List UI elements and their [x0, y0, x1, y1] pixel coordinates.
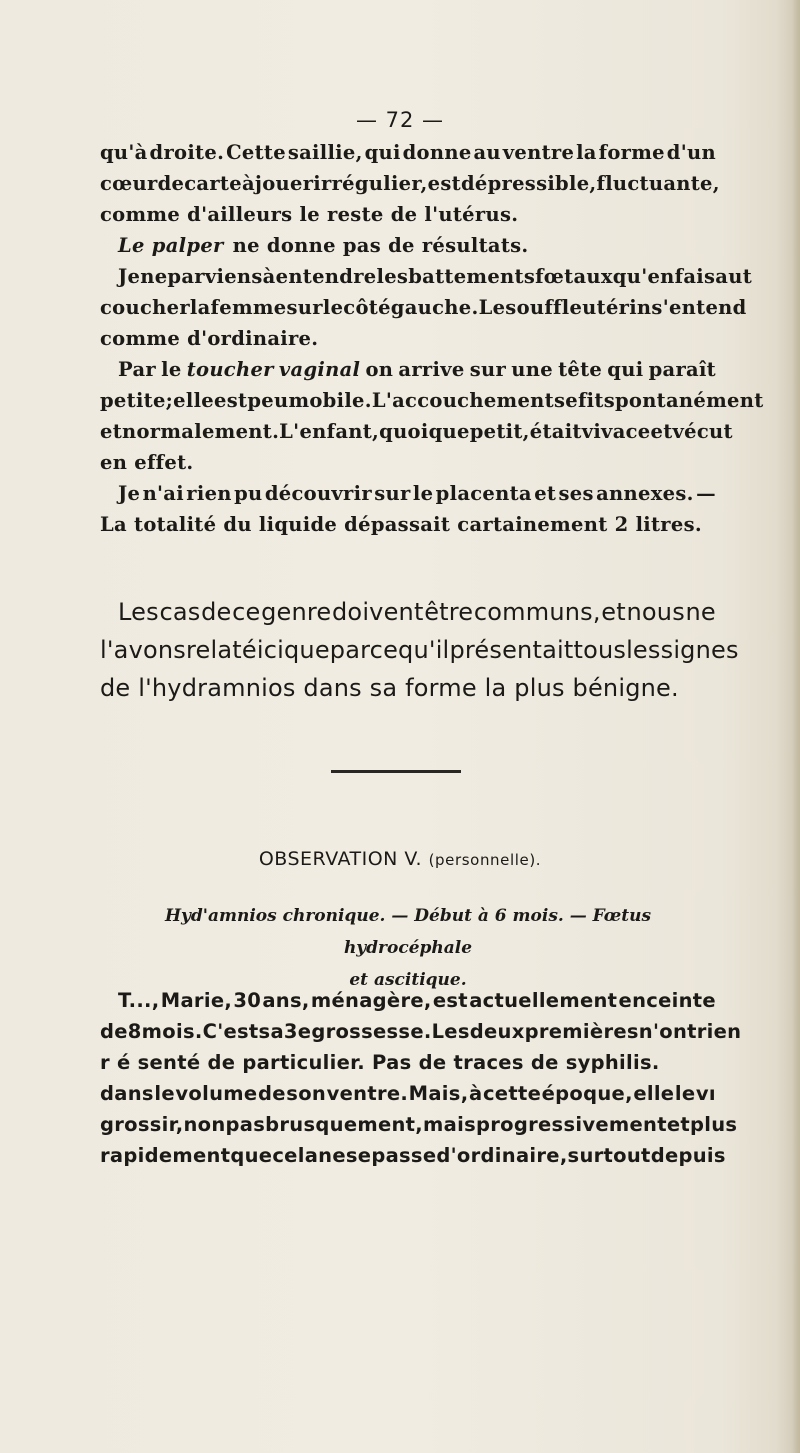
word: enceinte	[618, 989, 716, 1012]
word: entendre	[275, 265, 377, 288]
word: peu	[247, 389, 289, 412]
text-line	[100, 416, 733, 447]
section-divider	[331, 770, 461, 773]
word: être	[424, 598, 474, 626]
word: s'entend	[651, 296, 747, 319]
observation-subtitle	[100, 900, 716, 996]
word: grossir,	[100, 1113, 184, 1136]
text-line	[100, 230, 716, 261]
text-line	[100, 385, 764, 416]
word: femme	[210, 296, 287, 319]
word: découvrir	[264, 482, 372, 505]
text-line	[100, 478, 716, 509]
word: Je	[118, 482, 141, 505]
text-line	[100, 593, 716, 631]
word: fit	[577, 389, 604, 412]
word: dépressible,	[460, 172, 597, 195]
word: parviens	[167, 265, 263, 288]
word: et	[666, 1113, 690, 1136]
word: Les	[431, 1020, 470, 1043]
text-line	[100, 354, 716, 385]
word: Le	[478, 296, 506, 319]
text-line	[100, 1047, 716, 1078]
word: et	[100, 420, 123, 443]
page-edge-shadow	[792, 0, 800, 1453]
observation-note: (personnelle).	[428, 851, 542, 869]
word: en effet.	[100, 451, 194, 474]
word: qui	[607, 358, 644, 381]
word: ne	[318, 1144, 346, 1167]
word: que	[283, 636, 330, 664]
word: deux	[469, 1020, 525, 1043]
word: sa	[258, 1020, 284, 1043]
word: n'ont	[638, 1020, 697, 1043]
word: et	[601, 598, 626, 626]
word: époque,	[541, 1082, 633, 1105]
word: de l'hydramnios dans sa forme la plus bénigne.	[100, 674, 679, 702]
word: rien	[186, 482, 232, 505]
word: les	[626, 636, 661, 664]
word: ne	[140, 265, 168, 288]
word: la	[189, 296, 211, 319]
word: est	[427, 172, 461, 195]
text-line	[100, 261, 753, 292]
word: ne	[685, 598, 716, 626]
page-number: — 72 —	[355, 108, 445, 132]
word: qui	[364, 141, 401, 164]
observation-heading	[0, 848, 800, 870]
word: mobile.	[288, 389, 372, 412]
word: 30	[233, 989, 262, 1012]
word: Par	[118, 358, 156, 381]
word: comme d'ailleurs le reste de l'utérus.	[100, 203, 519, 226]
word: à	[262, 265, 276, 288]
word: cela	[272, 1144, 319, 1167]
word: au	[473, 141, 501, 164]
word: signes	[660, 636, 739, 664]
word: plus	[690, 1113, 738, 1136]
word: est	[432, 989, 468, 1012]
word: 8	[127, 1020, 142, 1043]
word: mais	[423, 1113, 476, 1136]
text-line	[100, 168, 720, 199]
word: fluctuante,	[596, 172, 720, 195]
word: le	[154, 1082, 175, 1105]
word: ses	[558, 482, 594, 505]
word: présentait	[449, 636, 574, 664]
word: d'ordinaire,	[436, 1144, 568, 1167]
word: Marie,	[160, 989, 233, 1012]
word: annexes.	[596, 482, 694, 505]
word: ici	[256, 636, 284, 664]
word: se	[345, 1144, 372, 1167]
word: se	[553, 389, 578, 412]
word: qu'à	[100, 141, 148, 164]
word: Les	[118, 598, 159, 626]
text-line	[100, 1140, 726, 1171]
word: l'avons	[100, 636, 186, 664]
word: parce	[329, 636, 399, 664]
word: Mais,	[408, 1082, 469, 1105]
word: Je	[118, 265, 141, 288]
subtitle-line-1: Hyd'amnios chronique. — Début à 6 mois. — Fœtus hydrocéphale	[164, 906, 652, 958]
word: jouer	[254, 172, 314, 195]
word: relaté	[185, 636, 257, 664]
word: rapidement	[100, 1144, 231, 1167]
word: le	[161, 358, 182, 381]
word: qu'il	[398, 636, 450, 664]
word: ans,	[262, 989, 310, 1012]
word: saillie,	[287, 141, 363, 164]
word: sur	[286, 296, 323, 319]
word: volume	[175, 1082, 258, 1105]
word: faisaut	[674, 265, 753, 288]
word: sur	[374, 482, 411, 505]
word: utérin	[582, 296, 652, 319]
word: ce	[232, 598, 261, 626]
word: sur	[469, 358, 507, 381]
word: de	[257, 1082, 286, 1105]
word: spontanément	[603, 389, 764, 412]
word: premières	[524, 1020, 639, 1043]
text-line	[100, 1078, 716, 1109]
word: une	[511, 358, 553, 381]
word: est	[214, 389, 248, 412]
word: L'accouchement	[371, 389, 554, 412]
paragraph-observation-text	[100, 985, 742, 1171]
word: La totalité du liquide dépassait cartainement 2 litres.	[100, 513, 702, 536]
word: T...,	[118, 989, 160, 1012]
word: grossesse.	[311, 1020, 432, 1043]
word: toucher	[186, 358, 274, 381]
word: L'enfant,	[279, 420, 380, 443]
word: à	[468, 1082, 483, 1105]
word: fœtaux	[535, 265, 613, 288]
word: ventre.	[326, 1082, 409, 1105]
word: pas	[225, 1113, 266, 1136]
word: arrive	[398, 358, 465, 381]
word: cœur	[100, 172, 158, 195]
text-line	[100, 631, 739, 669]
text-line	[100, 1109, 738, 1140]
word: genre	[261, 598, 332, 626]
text-line	[100, 199, 716, 230]
word: de	[157, 172, 185, 195]
word: côté	[343, 296, 391, 319]
word: pu	[234, 482, 263, 505]
word: C'est	[202, 1020, 259, 1043]
observation-title: OBSERVATION V.	[258, 848, 423, 870]
word: gauche.	[390, 296, 479, 319]
word: passe	[371, 1144, 437, 1167]
text-line	[100, 137, 716, 168]
paragraph-conclusion	[100, 593, 739, 707]
word: les	[376, 265, 409, 288]
word: le	[322, 296, 344, 319]
word: normalement.	[122, 420, 280, 443]
word: vécut	[672, 420, 733, 443]
paragraph-case-description	[100, 137, 764, 540]
word: le	[412, 482, 434, 505]
word: non	[183, 1113, 226, 1136]
word: ventre	[502, 141, 575, 164]
text-line	[100, 669, 716, 707]
word: cas	[159, 598, 201, 626]
text-line	[100, 1016, 742, 1047]
word: mois.	[141, 1020, 203, 1043]
word: droite.	[149, 141, 225, 164]
word: de	[201, 598, 232, 626]
word: son	[286, 1082, 327, 1105]
subtitle-line-2: et ascitique.	[349, 970, 467, 990]
word: et	[650, 420, 673, 443]
word: vı	[695, 1082, 716, 1105]
word: était	[529, 420, 582, 443]
text-line	[100, 509, 716, 540]
word: d'un	[666, 141, 716, 164]
word: elle	[633, 1082, 675, 1105]
word: elle	[173, 389, 215, 412]
word: ménagère,	[310, 989, 432, 1012]
word: nous	[626, 598, 685, 626]
word: souffle	[505, 296, 583, 319]
word: cette	[482, 1082, 542, 1105]
word: quoique	[379, 420, 470, 443]
word: on	[365, 358, 394, 381]
word: petite;	[100, 389, 174, 412]
word: la	[576, 141, 597, 164]
text-line	[100, 447, 716, 478]
word: tous	[573, 636, 627, 664]
word: coucher	[100, 296, 190, 319]
word: brusquement,	[265, 1113, 424, 1136]
text-line	[100, 292, 747, 323]
word: paraît	[648, 358, 716, 381]
word: doivent	[332, 598, 424, 626]
word: battements	[408, 265, 536, 288]
word: vivace	[581, 420, 651, 443]
word: ne donne pas de résultats.	[232, 234, 529, 257]
word: à	[241, 172, 255, 195]
word: placenta	[435, 482, 532, 505]
word: depuis	[650, 1144, 726, 1167]
word: dans	[100, 1082, 154, 1105]
word: que	[230, 1144, 273, 1167]
word: de	[100, 1020, 128, 1043]
word: vaginal	[278, 358, 361, 381]
word: actuellement	[469, 989, 618, 1012]
text-line	[100, 323, 716, 354]
word: n'ai	[142, 482, 184, 505]
word: carte	[184, 172, 242, 195]
word: Cette	[226, 141, 286, 164]
word: —	[696, 482, 716, 505]
word: rien	[696, 1020, 742, 1043]
italic-term: Le palper	[118, 234, 224, 257]
word: 3e	[283, 1020, 312, 1043]
word: donne	[402, 141, 472, 164]
word: qu'en	[612, 265, 675, 288]
word: forme	[598, 141, 665, 164]
word: surtout	[567, 1144, 651, 1167]
word: progressivement	[475, 1113, 667, 1136]
word: comme d'ordinaire.	[100, 327, 319, 350]
word: et	[534, 482, 557, 505]
word: petit,	[469, 420, 530, 443]
word: irrégulier,	[313, 172, 428, 195]
word: communs,	[473, 598, 601, 626]
word: tête	[558, 358, 603, 381]
word: r é senté de particulier. Pas de traces de syphilis.	[100, 1051, 660, 1074]
word: le	[674, 1082, 696, 1105]
text-line	[100, 985, 716, 1016]
